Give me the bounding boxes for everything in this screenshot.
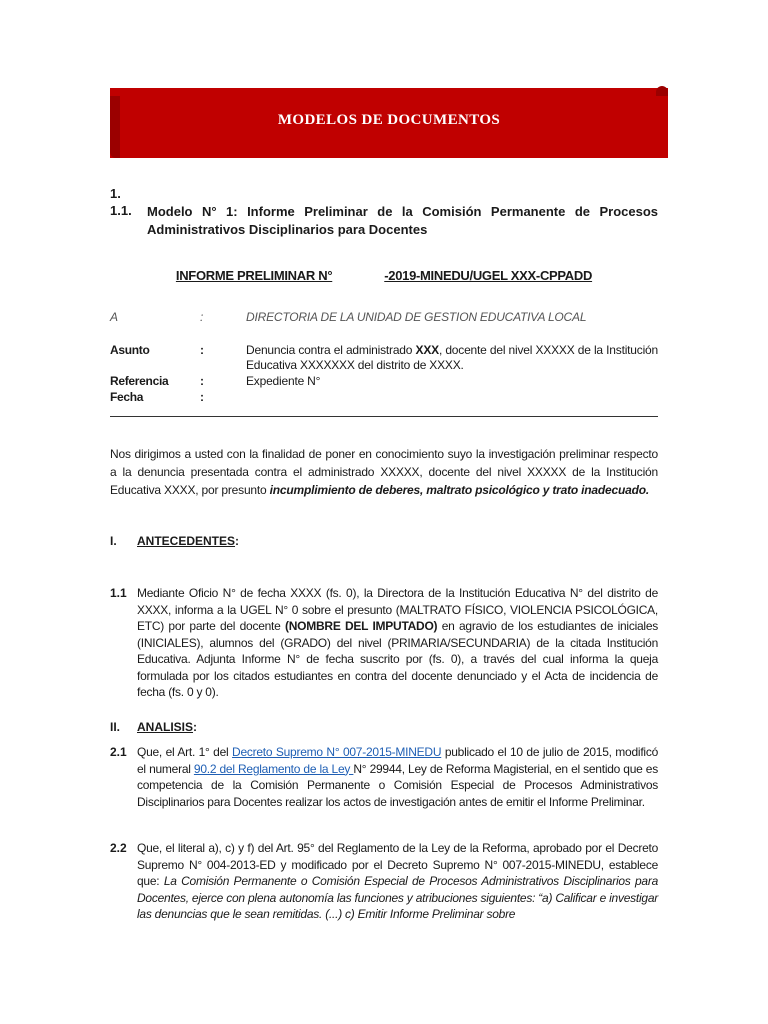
item-2-2-italic: La Comisión Permanente o Comisión Especial de Procesos Administrativos Disciplinarios para Docentes, ejerce con plena autonomía las funciones y atribuciones siguientes: “a) Calificar e investigar las denuncias que le sean remitidas. (...) c) Emitir Informe Preliminar sobre [137,874,659,921]
item-2-1-a: Que, el Art. 1° del [137,745,233,759]
banner-title: MODELOS DE DOCUMENTOS [277,112,501,128]
outline-number-1: 1. [110,186,121,201]
reglamento-link[interactable]: 90.2 del Reglamento de la Ley [193,761,354,776]
section-2-colon: : [193,720,198,734]
header-fecha-label: Fecha [110,390,144,404]
item-2-2-body [137,840,658,923]
header-asunto-label: Asunto [110,343,150,357]
section-1-colon: : [235,534,240,548]
section-1-number: I. [110,534,117,548]
item-2-2-number: 2.2 [110,841,127,855]
header-a-value: DIRECTORIA DE LA UNIDAD DE GESTION EDUCATIVA LOCAL [246,310,587,324]
item-2-1-c: N° 29944, Ley de Reforma Magisterial, en el sentido que es competencia de la Comisión Permanente o Comisión Especial de Procesos Administrativos Disciplinarios para Docentes realizar los actos de investigación antes de emitir el Informe Preliminar. [137,761,658,809]
asunto-bold: XXX [415,343,439,357]
intro-paragraph [110,445,658,499]
asunto-post: , docente del nivel XXXXX de la Institución Educativa XXXXXXX del distrito de XXXX. [246,343,658,372]
header-referencia-colon: : [200,374,204,388]
section-2-heading [137,720,197,734]
header-referencia-label: Referencia [110,374,169,388]
header-a-label: A [110,310,118,324]
item-1-1-body [137,585,658,701]
item-2-1-b: publicado el 10 de julio de 2015, modificó el numeral [137,745,658,776]
informe-title-suffix: -2019-MINEDU/UGEL XXX-CPPADD [384,268,593,283]
item-2-2-a: Que, el literal a), c) y f) del Art. 95° del Reglamento de la Ley de la Reforma, aprobado por el Decreto Supremo N° 004-2013-ED y modificado por el Decreto Supremo N° 007-2015-MINEDU, establece que: [137,841,658,888]
item-1-1-pre: Mediante Oficio N° de fecha XXXX (fs. 0), la Directora de la Institución Educativa N° del distrito de XXXX, informa a la UGEL N° 0 sobre el presunto (MALTRATO FÍSICO, VIOLENCIA PSICOLÓGICA, ETC) por parte del docente [137,586,658,633]
header-divider [110,416,658,417]
asunto-pre: Denuncia contra el administrado [246,343,416,357]
section-1-title: ANTECEDENTES [137,534,236,548]
item-1-1-number: 1.1 [110,586,127,600]
item-2-1-number: 2.1 [110,745,127,759]
item-1-1-post: en agravio de los estudiantes de iniciales (INICIALES), alumnos del (GRADO) del nivel (PRIMARIA/SECUNDARIA) de la citada Institución Educativa. Adjunta Informe N° de fecha suscrito por (fs. 0), a través del cual informa la queja formulada por los citados estudiantes en contra del docente denunciado y el Acta de incidencia de fecha (fs. 0 y 0). [137,619,659,699]
banner-right-curl [656,86,668,96]
model-title: Modelo N° 1: Informe Preliminar de la Comisión Permanente de Procesos Administrativos Disciplinarios para Docentes [147,204,658,237]
item-2-1-body [137,744,658,810]
section-1-heading [137,534,239,548]
intro-emphasis: incumplimiento de deberes, maltrato psicológico y trato inadecuado. [269,483,649,497]
intro-text: Nos dirigimos a usted con la finalidad de poner en conocimiento suyo la investigación preliminar respecto a la denuncia presentada contra el administrado XXXXX, docente del nivel XXXXX de la Institución Educativa XXXX, por presunto [110,447,658,497]
header-a-colon: : [200,310,204,324]
header-fecha-colon: : [200,390,204,404]
item-1-1-bold: (NOMBRE DEL IMPUTADO) [285,619,438,633]
section-2-number: II. [110,720,121,734]
header-asunto-value [246,343,658,373]
decreto-supremo-link[interactable]: Decreto Supremo N° 007-2015-MINEDU [232,745,442,759]
outline-number-1-1: 1.1. [110,203,132,218]
informe-title [110,268,658,283]
header-asunto-colon: : [200,343,204,357]
header-referencia-value: Expediente N° [246,374,321,388]
section-2-title: ANALISIS [137,720,194,734]
informe-title-prefix: INFORME PRELIMINAR N° [175,268,333,283]
